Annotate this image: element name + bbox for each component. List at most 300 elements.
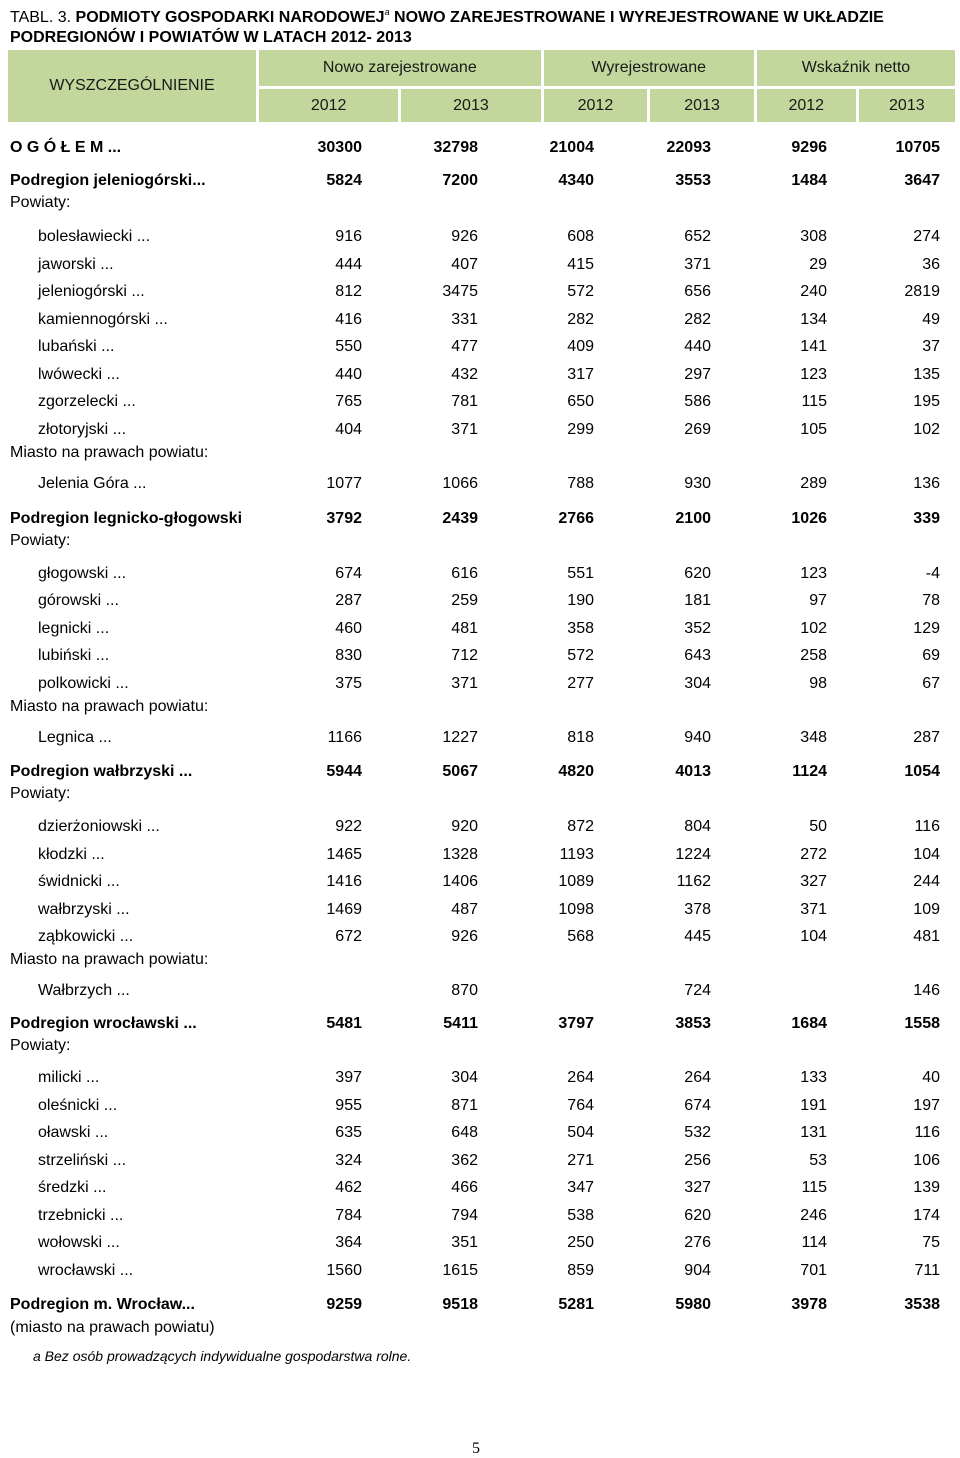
row-value: 481 bbox=[451, 620, 478, 637]
table-row bbox=[0, 782, 960, 806]
row-label: oleśnicki ... bbox=[38, 1097, 118, 1114]
table-row bbox=[0, 529, 960, 553]
row-value: 53 bbox=[809, 1152, 827, 1169]
row-value: 460 bbox=[335, 620, 362, 637]
row-value: 404 bbox=[335, 421, 362, 438]
row-value: 358 bbox=[567, 620, 594, 637]
row-value: 415 bbox=[567, 256, 594, 273]
row-value: 712 bbox=[451, 647, 478, 664]
table-title bbox=[10, 2, 955, 48]
table-row bbox=[0, 335, 960, 359]
table-row bbox=[0, 1066, 960, 1090]
table-row bbox=[0, 1293, 960, 1317]
row-value: 104 bbox=[913, 846, 940, 863]
row-label: Powiaty: bbox=[10, 1037, 71, 1054]
row-value: 3647 bbox=[904, 172, 940, 189]
row-value: 258 bbox=[800, 647, 827, 664]
row-value: 115 bbox=[801, 393, 827, 410]
row-value: 871 bbox=[451, 1097, 478, 1114]
header-year: 2013 bbox=[400, 88, 542, 123]
header-year: 2012 bbox=[755, 88, 857, 123]
row-value: 788 bbox=[567, 475, 594, 492]
row-value: 926 bbox=[451, 928, 478, 945]
row-value: 131 bbox=[800, 1124, 827, 1141]
table-row bbox=[0, 1316, 960, 1340]
row-value: 444 bbox=[335, 256, 362, 273]
row-value: 191 bbox=[800, 1097, 827, 1114]
row-value: 362 bbox=[451, 1152, 478, 1169]
row-value: 2766 bbox=[558, 510, 594, 527]
table-row bbox=[0, 441, 960, 465]
table-row bbox=[0, 191, 960, 215]
row-value: 109 bbox=[913, 901, 940, 918]
row-value: 146 bbox=[913, 982, 940, 999]
row-label: Legnica ... bbox=[38, 729, 112, 746]
row-value: 1089 bbox=[558, 873, 594, 890]
table-row bbox=[0, 169, 960, 193]
row-value: 133 bbox=[800, 1069, 827, 1086]
row-value: 7200 bbox=[442, 172, 478, 189]
row-value: 250 bbox=[567, 1234, 594, 1251]
row-value: 240 bbox=[800, 283, 827, 300]
row-value: 765 bbox=[335, 393, 362, 410]
row-label: Podregion legnicko-głogowski bbox=[10, 510, 243, 527]
row-label: lubiński ... bbox=[38, 647, 110, 664]
row-value: 304 bbox=[684, 675, 711, 692]
row-value: 3538 bbox=[904, 1296, 940, 1313]
row-value: 504 bbox=[567, 1124, 594, 1141]
row-label: Powiaty: bbox=[10, 532, 71, 549]
row-value: 22093 bbox=[666, 139, 711, 156]
row-value: 794 bbox=[451, 1207, 478, 1224]
row-value: 256 bbox=[684, 1152, 711, 1169]
row-value: 190 bbox=[567, 592, 594, 609]
row-value: 440 bbox=[684, 338, 711, 355]
row-value: 174 bbox=[913, 1207, 940, 1224]
row-value: 550 bbox=[335, 338, 362, 355]
table-row bbox=[0, 843, 960, 867]
row-value: 5980 bbox=[675, 1296, 711, 1313]
row-value: 916 bbox=[335, 228, 362, 245]
row-value: 1224 bbox=[675, 846, 711, 863]
table-row bbox=[0, 870, 960, 894]
row-value: 1193 bbox=[559, 846, 594, 863]
table-row bbox=[0, 280, 960, 304]
row-value: 50 bbox=[809, 818, 827, 835]
row-value: 830 bbox=[335, 647, 362, 664]
table-row bbox=[0, 390, 960, 414]
row-value: 2439 bbox=[442, 510, 478, 527]
row-value: 347 bbox=[567, 1179, 594, 1196]
row-value: 1227 bbox=[442, 729, 478, 746]
table-row bbox=[0, 948, 960, 972]
row-value: 371 bbox=[451, 675, 478, 692]
table-row bbox=[0, 672, 960, 696]
row-value: 1162 bbox=[676, 873, 711, 890]
row-value: 371 bbox=[684, 256, 711, 273]
row-value: 352 bbox=[684, 620, 711, 637]
title-main: PODMIOTY GOSPODARKI NARODOWEJ bbox=[75, 9, 385, 26]
row-value: 351 bbox=[451, 1234, 478, 1251]
row-value: 317 bbox=[567, 366, 594, 383]
row-value: 308 bbox=[800, 228, 827, 245]
table-row bbox=[0, 815, 960, 839]
row-value: 711 bbox=[914, 1262, 940, 1279]
row-label: Podregion wrocławski ... bbox=[10, 1015, 197, 1032]
table-row bbox=[0, 1094, 960, 1118]
row-value: 139 bbox=[913, 1179, 940, 1196]
row-value: 1124 bbox=[792, 763, 827, 780]
row-value: 276 bbox=[684, 1234, 711, 1251]
row-value: 123 bbox=[800, 565, 827, 582]
row-label: głogowski ... bbox=[38, 565, 127, 582]
row-value: 375 bbox=[335, 675, 362, 692]
table-row bbox=[0, 979, 960, 1003]
row-value: 2100 bbox=[675, 510, 711, 527]
row-value: 116 bbox=[914, 1124, 940, 1141]
row-label: polkowicki ... bbox=[38, 675, 129, 692]
row-value: 272 bbox=[800, 846, 827, 863]
row-value: 135 bbox=[913, 366, 940, 383]
row-value: 106 bbox=[913, 1152, 940, 1169]
row-value: 635 bbox=[335, 1124, 362, 1141]
row-value: 466 bbox=[451, 1179, 478, 1196]
row-value: 1684 bbox=[791, 1015, 827, 1032]
table-row bbox=[0, 136, 960, 160]
row-value: 75 bbox=[922, 1234, 940, 1251]
row-value: 643 bbox=[684, 647, 711, 664]
row-label: Podregion wałbrzyski ... bbox=[10, 763, 193, 780]
row-label: świdnicki ... bbox=[38, 873, 120, 890]
row-value: 9296 bbox=[791, 139, 827, 156]
title-footnote-mark: a bbox=[384, 7, 390, 17]
row-value: 3978 bbox=[791, 1296, 827, 1313]
row-value: 129 bbox=[913, 620, 940, 637]
row-value: 327 bbox=[684, 1179, 711, 1196]
row-value: 859 bbox=[567, 1262, 594, 1279]
row-value: 32798 bbox=[433, 139, 478, 156]
row-value: 922 bbox=[335, 818, 362, 835]
row-label: kamiennogórski ... bbox=[38, 311, 168, 328]
row-value: 331 bbox=[451, 311, 478, 328]
row-value: 9518 bbox=[442, 1296, 478, 1313]
row-value: 650 bbox=[567, 393, 594, 410]
header-year: 2012 bbox=[258, 88, 400, 123]
row-label: wołowski ... bbox=[38, 1234, 120, 1251]
row-value: 586 bbox=[684, 393, 711, 410]
row-value: 97 bbox=[809, 592, 827, 609]
row-value: 115 bbox=[801, 1179, 827, 1196]
table-row bbox=[0, 418, 960, 442]
row-value: 348 bbox=[800, 729, 827, 746]
table-row bbox=[0, 1149, 960, 1173]
row-value: 818 bbox=[567, 729, 594, 746]
row-value: 299 bbox=[567, 421, 594, 438]
row-label: O G Ó Ł E M ... bbox=[10, 139, 122, 156]
row-label: Miasto na prawach powiatu: bbox=[10, 698, 209, 715]
row-value: 282 bbox=[567, 311, 594, 328]
row-value: 1615 bbox=[442, 1262, 478, 1279]
row-value: 1484 bbox=[791, 172, 827, 189]
row-label: legnicki ... bbox=[38, 620, 110, 637]
table-row bbox=[0, 1034, 960, 1058]
row-label: średzki ... bbox=[38, 1179, 107, 1196]
row-value: 1416 bbox=[326, 873, 362, 890]
row-label: milicki ... bbox=[38, 1069, 100, 1086]
row-label: kłodzki ... bbox=[38, 846, 105, 863]
table-row bbox=[0, 589, 960, 613]
row-label: Podregion m. Wrocław... bbox=[10, 1296, 195, 1313]
row-value: 98 bbox=[809, 675, 827, 692]
row-value: 141 bbox=[800, 338, 827, 355]
row-value: 123 bbox=[800, 366, 827, 383]
row-value: 136 bbox=[913, 475, 940, 492]
row-value: 371 bbox=[800, 901, 827, 918]
row-value: 49 bbox=[922, 311, 940, 328]
row-value: 620 bbox=[684, 1207, 711, 1224]
row-value: 648 bbox=[451, 1124, 478, 1141]
row-value: 416 bbox=[335, 311, 362, 328]
row-value: 5281 bbox=[558, 1296, 594, 1313]
row-value: 181 bbox=[684, 592, 711, 609]
header-group-wskaznik: Wskaźnik netto bbox=[755, 50, 955, 88]
row-value: 1558 bbox=[904, 1015, 940, 1032]
row-value: 5944 bbox=[326, 763, 362, 780]
row-value: 538 bbox=[567, 1207, 594, 1224]
row-label: zgorzelecki ... bbox=[38, 393, 136, 410]
row-label: jeleniogórski ... bbox=[38, 283, 145, 300]
row-label: dzierżoniowski ... bbox=[38, 818, 160, 835]
row-value: 37 bbox=[922, 338, 940, 355]
row-value: 134 bbox=[800, 311, 827, 328]
row-value: 264 bbox=[684, 1069, 711, 1086]
row-value: 105 bbox=[800, 421, 827, 438]
row-label: (miasto na prawach powiatu) bbox=[10, 1319, 215, 1336]
row-label: wrocławski ... bbox=[38, 1262, 134, 1279]
row-value: 244 bbox=[913, 873, 940, 890]
row-label: lubański ... bbox=[38, 338, 115, 355]
row-value: 9259 bbox=[326, 1296, 362, 1313]
row-value: 608 bbox=[567, 228, 594, 245]
row-label: Powiaty: bbox=[10, 194, 71, 211]
footnote: a Bez osób prowadzących indywidualne gospodarstwa rolne. bbox=[33, 1348, 412, 1364]
row-value: 10705 bbox=[895, 139, 940, 156]
row-value: 29 bbox=[809, 256, 827, 273]
row-value: 930 bbox=[684, 475, 711, 492]
row-value: 656 bbox=[684, 283, 711, 300]
row-value: 652 bbox=[684, 228, 711, 245]
table-row bbox=[0, 1231, 960, 1255]
row-value: 114 bbox=[801, 1234, 827, 1251]
row-label: ząbkowicki ... bbox=[38, 928, 134, 945]
row-value: 445 bbox=[684, 928, 711, 945]
table-row bbox=[0, 617, 960, 641]
row-value: 487 bbox=[451, 901, 478, 918]
table-row bbox=[0, 644, 960, 668]
table-row bbox=[0, 925, 960, 949]
row-value: 297 bbox=[684, 366, 711, 383]
row-label: Miasto na prawach powiatu: bbox=[10, 444, 209, 461]
row-value: 116 bbox=[914, 818, 940, 835]
row-value: 327 bbox=[800, 873, 827, 890]
row-value: 5067 bbox=[442, 763, 478, 780]
row-value: 764 bbox=[567, 1097, 594, 1114]
row-label: trzebnicki ... bbox=[38, 1207, 124, 1224]
row-value: 674 bbox=[684, 1097, 711, 1114]
header-group-nowo: Nowo zarejestrowane bbox=[258, 50, 543, 88]
table-row bbox=[0, 898, 960, 922]
row-value: 462 bbox=[335, 1179, 362, 1196]
table-row bbox=[0, 1176, 960, 1200]
row-value: 102 bbox=[913, 421, 940, 438]
table-row bbox=[0, 1204, 960, 1228]
table-row bbox=[0, 562, 960, 586]
row-value: 195 bbox=[913, 393, 940, 410]
row-value: 282 bbox=[684, 311, 711, 328]
row-value: 287 bbox=[335, 592, 362, 609]
row-value: 1026 bbox=[791, 510, 827, 527]
row-value: 78 bbox=[922, 592, 940, 609]
row-value: 440 bbox=[335, 366, 362, 383]
row-value: 920 bbox=[451, 818, 478, 835]
row-value: 5481 bbox=[326, 1015, 362, 1032]
row-value: 804 bbox=[684, 818, 711, 835]
row-value: 812 bbox=[335, 283, 362, 300]
row-value: 259 bbox=[451, 592, 478, 609]
row-value: 940 bbox=[684, 729, 711, 746]
row-label: Powiaty: bbox=[10, 785, 71, 802]
row-value: 1066 bbox=[442, 475, 478, 492]
row-value: 5411 bbox=[443, 1015, 478, 1032]
row-value: 271 bbox=[567, 1152, 594, 1169]
row-value: 277 bbox=[567, 675, 594, 692]
row-label: oławski ... bbox=[38, 1124, 109, 1141]
row-value: 274 bbox=[913, 228, 940, 245]
row-value: 1054 bbox=[904, 763, 940, 780]
row-value: 40 bbox=[922, 1069, 940, 1086]
row-value: 1469 bbox=[326, 901, 362, 918]
row-value: 324 bbox=[335, 1152, 362, 1169]
table-row bbox=[0, 363, 960, 387]
row-value: 4820 bbox=[558, 763, 594, 780]
row-value: 4013 bbox=[675, 763, 711, 780]
title-rest: NOWO ZAREJESTROWANE I WYREJESTROWANE W UKŁADZIE PODREGIONÓW I POWIATÓW W LATACH 2012- 2013 bbox=[10, 9, 884, 46]
row-value: 2819 bbox=[904, 283, 940, 300]
table-row bbox=[0, 253, 960, 277]
row-value: 572 bbox=[567, 283, 594, 300]
row-value: 69 bbox=[922, 647, 940, 664]
row-value: 1328 bbox=[442, 846, 478, 863]
row-value: 674 bbox=[335, 565, 362, 582]
row-value: 364 bbox=[335, 1234, 362, 1251]
row-value: 246 bbox=[800, 1207, 827, 1224]
row-label: lwówecki ... bbox=[38, 366, 120, 383]
row-value: 4340 bbox=[558, 172, 594, 189]
row-value: 551 bbox=[567, 565, 594, 582]
row-value: 955 bbox=[335, 1097, 362, 1114]
row-value: -4 bbox=[925, 565, 940, 582]
row-label: Jelenia Góra ... bbox=[38, 475, 147, 492]
row-value: 1465 bbox=[326, 846, 362, 863]
row-value: 568 bbox=[567, 928, 594, 945]
row-value: 371 bbox=[451, 421, 478, 438]
row-value: 872 bbox=[567, 818, 594, 835]
table-row bbox=[0, 695, 960, 719]
row-value: 3797 bbox=[558, 1015, 594, 1032]
table-row bbox=[0, 726, 960, 750]
row-value: 1406 bbox=[442, 873, 478, 890]
row-label: bolesławiecki ... bbox=[38, 228, 151, 245]
row-value: 3792 bbox=[326, 510, 362, 527]
row-value: 3853 bbox=[675, 1015, 711, 1032]
table-number: TABL. 3. bbox=[10, 9, 72, 26]
row-value: 378 bbox=[684, 901, 711, 918]
row-value: 616 bbox=[451, 565, 478, 582]
row-value: 620 bbox=[684, 565, 711, 582]
row-value: 264 bbox=[567, 1069, 594, 1086]
row-label: jaworski ... bbox=[38, 256, 114, 273]
row-value: 409 bbox=[567, 338, 594, 355]
header-year: 2013 bbox=[649, 88, 756, 123]
row-value: 1077 bbox=[326, 475, 362, 492]
row-value: 3553 bbox=[675, 172, 711, 189]
table-row bbox=[0, 1121, 960, 1145]
row-label: złotoryjski ... bbox=[38, 421, 127, 438]
row-label: wałbrzyski ... bbox=[38, 901, 130, 918]
row-value: 36 bbox=[922, 256, 940, 273]
row-value: 1098 bbox=[558, 901, 594, 918]
row-value: 572 bbox=[567, 647, 594, 664]
table-row bbox=[0, 1012, 960, 1036]
row-value: 287 bbox=[913, 729, 940, 746]
table-row bbox=[0, 225, 960, 249]
row-label: górowski ... bbox=[38, 592, 119, 609]
row-value: 67 bbox=[922, 675, 940, 692]
row-label: Podregion jeleniogórski... bbox=[10, 172, 206, 189]
row-value: 532 bbox=[684, 1124, 711, 1141]
row-value: 407 bbox=[451, 256, 478, 273]
row-value: 397 bbox=[335, 1069, 362, 1086]
header-group-wyrejestrowane: Wyrejestrowane bbox=[542, 50, 755, 88]
row-value: 477 bbox=[451, 338, 478, 355]
table-row bbox=[0, 472, 960, 496]
table-row bbox=[0, 308, 960, 332]
row-value: 1560 bbox=[326, 1262, 362, 1279]
row-value: 21004 bbox=[549, 139, 594, 156]
table-row bbox=[0, 507, 960, 531]
row-value: 269 bbox=[684, 421, 711, 438]
row-value: 3475 bbox=[442, 283, 478, 300]
row-value: 781 bbox=[451, 393, 478, 410]
row-value: 197 bbox=[913, 1097, 940, 1114]
row-value: 102 bbox=[800, 620, 827, 637]
row-value: 432 bbox=[451, 366, 478, 383]
row-value: 724 bbox=[684, 982, 711, 999]
page-number: 5 bbox=[472, 1440, 480, 1457]
table-row bbox=[0, 1259, 960, 1283]
row-value: 30300 bbox=[317, 139, 362, 156]
row-value: 289 bbox=[800, 475, 827, 492]
row-value: 926 bbox=[451, 228, 478, 245]
row-value: 481 bbox=[913, 928, 940, 945]
row-value: 304 bbox=[451, 1069, 478, 1086]
row-label: Wałbrzych ... bbox=[38, 982, 130, 999]
row-value: 339 bbox=[913, 510, 940, 527]
row-value: 870 bbox=[451, 982, 478, 999]
header-wyszczegolnienie: WYSZCZEGÓLNIENIE bbox=[8, 50, 258, 122]
row-value: 784 bbox=[335, 1207, 362, 1224]
row-value: 672 bbox=[335, 928, 362, 945]
